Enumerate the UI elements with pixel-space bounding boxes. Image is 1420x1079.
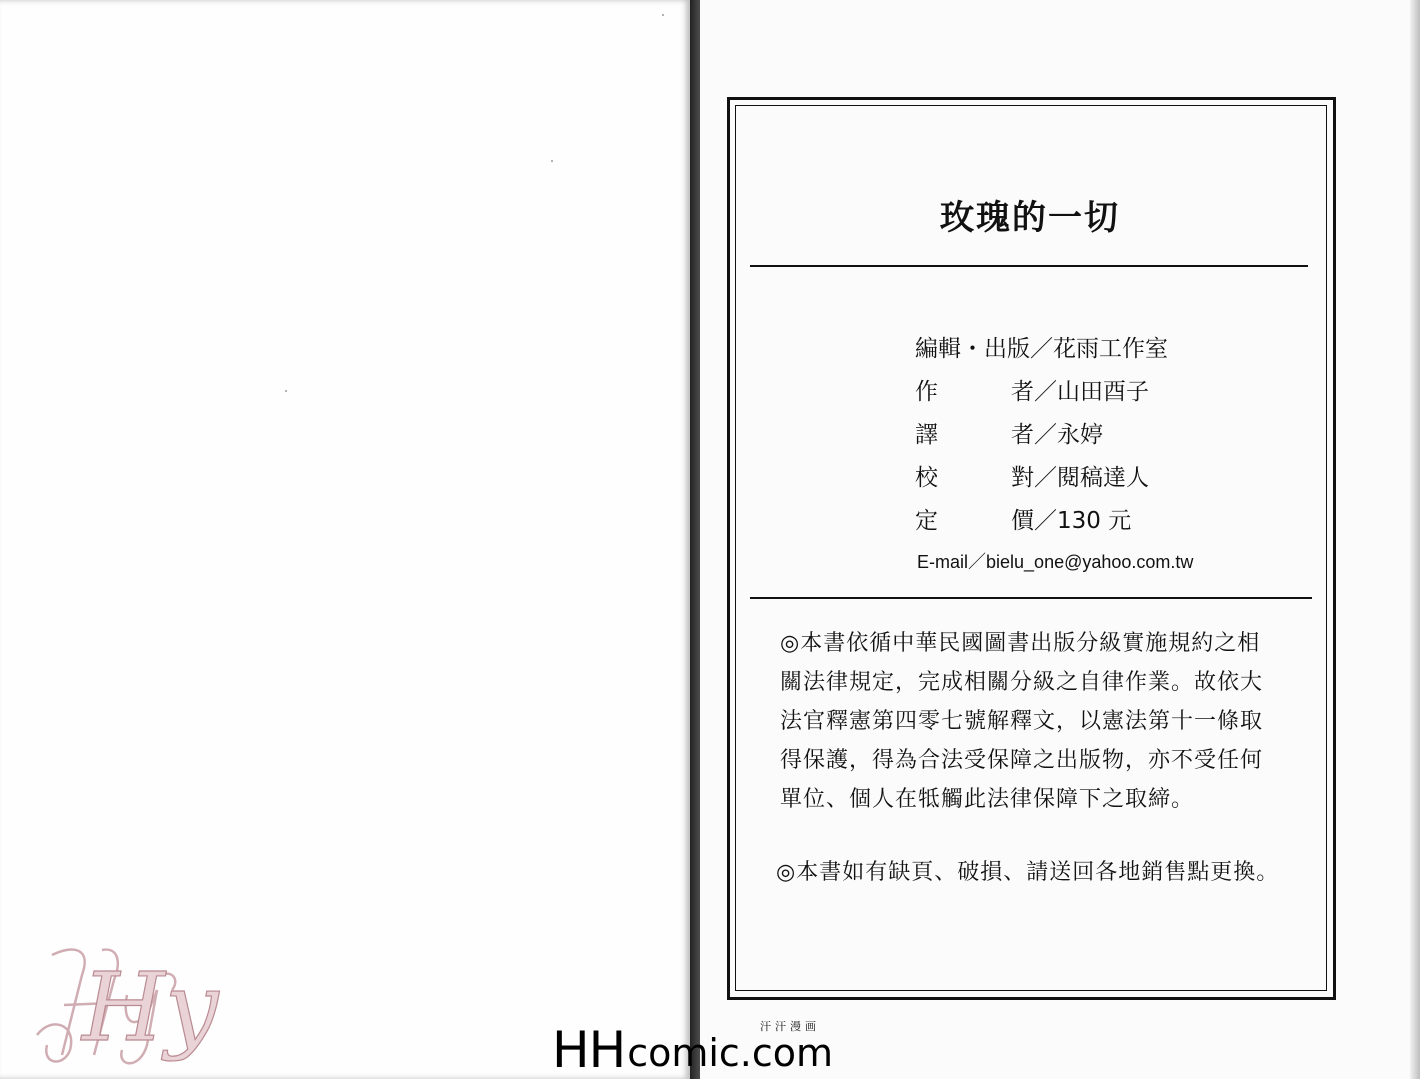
credit-value: 130 元	[1057, 508, 1132, 534]
email-address: bielu_one@yahoo.com.tw	[986, 552, 1194, 572]
credit-label: 者	[1011, 379, 1034, 405]
credit-proofreader	[915, 459, 1149, 492]
site-watermark-cn: 汗汗漫画	[760, 1020, 820, 1033]
credit-separator: ／	[1030, 336, 1053, 362]
title-divider	[750, 265, 1308, 267]
credit-label: 作	[915, 379, 938, 405]
rating-notice	[780, 624, 1300, 819]
notice-line: ◎本書依循中華民國圖書出版分級實施規約之相	[780, 631, 1261, 656]
credit-label: 者	[1011, 422, 1034, 448]
credit-label: 校	[915, 465, 938, 491]
site-watermark-domain: comic.com	[627, 1031, 834, 1075]
credit-separator: ／	[1034, 508, 1057, 534]
left-blank-page	[0, 0, 692, 1079]
svg-text:Hy: Hy	[82, 953, 219, 1063]
credits-divider	[750, 597, 1312, 599]
scan-speck	[551, 160, 553, 162]
scan-speck	[285, 390, 287, 392]
credit-author	[915, 373, 1149, 406]
credit-label: 定	[915, 508, 938, 534]
credit-label: 對	[1011, 465, 1034, 491]
credit-publisher	[915, 330, 1168, 363]
credit-separator: ／	[1034, 422, 1057, 448]
credit-value: 閱稿達人	[1057, 465, 1149, 491]
notice-line: 單位、個人在牴觸此法律保障下之取締。	[780, 787, 1195, 812]
credit-separator: ／	[1034, 379, 1057, 405]
contact-email-line	[917, 548, 1193, 574]
defect-notice	[776, 853, 1296, 892]
page-edge	[1410, 0, 1420, 1079]
book-title: 玫瑰的一切	[940, 198, 1120, 238]
notice-line: ◎本書如有缺頁、破損、請送回各地銷售點更換。	[776, 860, 1280, 885]
notice-line: 法官釋憲第四零七號解釋文，以憲法第十一條取	[780, 709, 1264, 734]
site-watermark-big: HH	[552, 1021, 626, 1079]
credit-value: 花雨工作室	[1053, 336, 1168, 362]
credit-label: 編輯・出版	[915, 336, 1030, 362]
credit-label: 價	[1011, 508, 1034, 534]
credit-price	[915, 502, 1131, 535]
credit-separator: ／	[968, 552, 987, 572]
credit-translator	[915, 416, 1103, 449]
credit-separator: ／	[1034, 465, 1057, 491]
notice-line: 關法律規定，完成相關分級之自律作業。故依大	[780, 670, 1264, 695]
credit-label: 譯	[915, 422, 938, 448]
email-label: E-mail	[917, 552, 969, 572]
credit-value: 山田酉子	[1057, 379, 1149, 405]
notice-line: 得保護，得為合法受保障之出版物，亦不受任何	[780, 748, 1264, 773]
credit-value: 永婷	[1057, 422, 1103, 448]
scan-speck	[662, 14, 664, 16]
hy-logo-watermark	[22, 935, 219, 1075]
